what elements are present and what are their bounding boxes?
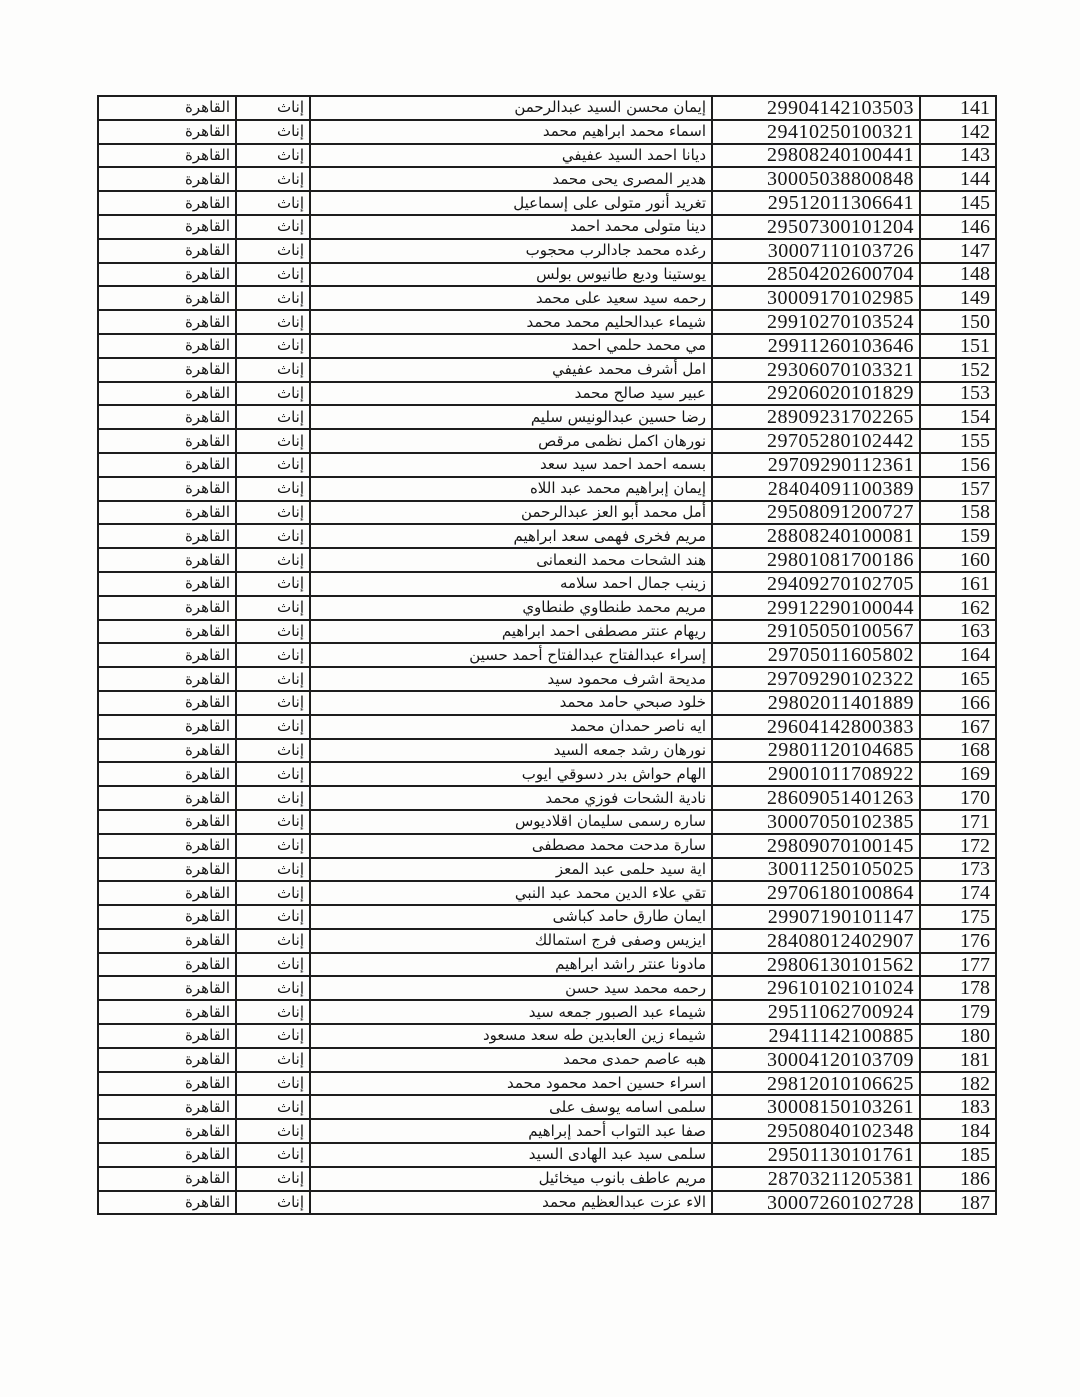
cell-governorate: القاهرة (98, 929, 236, 953)
cell-gender: إناث (236, 167, 310, 191)
cell-name: هند الشحات محمد النعمانى (310, 548, 712, 572)
cell-name: يوستينا وديع طانيوس بولس (310, 263, 712, 287)
cell-gender: إناث (236, 405, 310, 429)
cell-gender: إناث (236, 239, 310, 263)
cell-name: مديحة اشرف محمود سيد (310, 667, 712, 691)
cell-gender: إناث (236, 810, 310, 834)
table-row (98, 263, 996, 287)
table-row (98, 1119, 996, 1143)
cell-national-id: 29907190101147 (712, 905, 920, 929)
table-row (98, 453, 996, 477)
cell-serial: 151 (920, 334, 996, 358)
cell-serial: 154 (920, 405, 996, 429)
cell-national-id: 30011250105025 (712, 858, 920, 882)
cell-name: مادونا عنتر راشد ابراهيم (310, 953, 712, 977)
table-row (98, 286, 996, 310)
cell-governorate: القاهرة (98, 1072, 236, 1096)
table-row (98, 1191, 996, 1215)
table-row (98, 643, 996, 667)
cell-name: هبه عاصم حمدى محمد (310, 1048, 712, 1072)
cell-gender: إناث (236, 120, 310, 144)
cell-name: شيماء زين العابدين طه سعد مسعود (310, 1024, 712, 1048)
cell-serial: 146 (920, 215, 996, 239)
cell-governorate: القاهرة (98, 358, 236, 382)
cell-gender: إناث (236, 191, 310, 215)
cell-name: عبير سيد صالح محمد (310, 382, 712, 406)
cell-name: مي محمد حلمي احمد (310, 334, 712, 358)
cell-governorate: القاهرة (98, 144, 236, 168)
table-row (98, 429, 996, 453)
cell-name: مريم عاطف بانوب ميخائيل (310, 1167, 712, 1191)
table-row (98, 310, 996, 334)
cell-serial: 171 (920, 810, 996, 834)
table-row (98, 834, 996, 858)
cell-serial: 178 (920, 976, 996, 1000)
table-row (98, 667, 996, 691)
cell-gender: إناث (236, 739, 310, 763)
cell-gender: إناث (236, 310, 310, 334)
cell-national-id: 29904142103503 (712, 96, 920, 120)
cell-national-id: 29802011401889 (712, 691, 920, 715)
cell-national-id: 30007110103726 (712, 239, 920, 263)
table-row (98, 691, 996, 715)
table-row (98, 929, 996, 953)
cell-gender: إناث (236, 453, 310, 477)
cell-name: ايمان طارق حامد كباشى (310, 905, 712, 929)
records-table-body (98, 96, 996, 1214)
cell-gender: إناث (236, 691, 310, 715)
cell-name: مريم محمد طنطاوي طنطاوي (310, 596, 712, 620)
cell-serial: 183 (920, 1095, 996, 1119)
cell-serial: 160 (920, 548, 996, 572)
cell-serial: 184 (920, 1119, 996, 1143)
table-row (98, 810, 996, 834)
cell-serial: 168 (920, 739, 996, 763)
cell-national-id: 29206020101829 (712, 382, 920, 406)
table-row (98, 548, 996, 572)
table-row (98, 976, 996, 1000)
cell-national-id: 29604142800383 (712, 715, 920, 739)
table-row (98, 191, 996, 215)
cell-national-id: 28808240100081 (712, 524, 920, 548)
table-row (98, 881, 996, 905)
cell-governorate: القاهرة (98, 191, 236, 215)
table-row (98, 858, 996, 882)
cell-gender: إناث (236, 1119, 310, 1143)
cell-governorate: القاهرة (98, 667, 236, 691)
cell-serial: 175 (920, 905, 996, 929)
cell-name: شيماء عبد الصبور جمعه سيد (310, 1000, 712, 1024)
cell-governorate: القاهرة (98, 1000, 236, 1024)
table-row (98, 1167, 996, 1191)
cell-gender: إناث (236, 1000, 310, 1024)
cell-gender: إناث (236, 596, 310, 620)
cell-national-id: 29705280102442 (712, 429, 920, 453)
cell-governorate: القاهرة (98, 382, 236, 406)
cell-serial: 176 (920, 929, 996, 953)
cell-national-id: 29709290112361 (712, 453, 920, 477)
table-row (98, 405, 996, 429)
cell-national-id: 29501130101761 (712, 1143, 920, 1167)
table-row (98, 620, 996, 644)
table-row (98, 167, 996, 191)
cell-name: رغده محمد جادالرب محجوب (310, 239, 712, 263)
cell-national-id: 28703211205381 (712, 1167, 920, 1191)
cell-serial: 181 (920, 1048, 996, 1072)
cell-gender: إناث (236, 1191, 310, 1215)
cell-serial: 173 (920, 858, 996, 882)
table-row (98, 715, 996, 739)
cell-national-id: 29411142100885 (712, 1024, 920, 1048)
records-table (97, 95, 997, 1215)
cell-governorate: القاهرة (98, 739, 236, 763)
cell-governorate: القاهرة (98, 501, 236, 525)
cell-name: تقي علاء الدين محمد عبد النبي (310, 881, 712, 905)
cell-governorate: القاهرة (98, 905, 236, 929)
cell-gender: إناث (236, 1024, 310, 1048)
cell-serial: 174 (920, 881, 996, 905)
table-row (98, 762, 996, 786)
cell-serial: 149 (920, 286, 996, 310)
cell-name: سارة مدحت محمد مصطفى (310, 834, 712, 858)
table-row (98, 334, 996, 358)
cell-serial: 141 (920, 96, 996, 120)
cell-name: امل أشرف محمد عفيفي (310, 358, 712, 382)
cell-serial: 158 (920, 501, 996, 525)
cell-serial: 169 (920, 762, 996, 786)
cell-serial: 159 (920, 524, 996, 548)
table-row (98, 382, 996, 406)
cell-gender: إناث (236, 786, 310, 810)
cell-governorate: القاهرة (98, 215, 236, 239)
cell-gender: إناث (236, 1095, 310, 1119)
cell-gender: إناث (236, 548, 310, 572)
table-row (98, 1143, 996, 1167)
cell-governorate: القاهرة (98, 548, 236, 572)
cell-national-id: 29512011306641 (712, 191, 920, 215)
cell-gender: إناث (236, 263, 310, 287)
table-row (98, 524, 996, 548)
cell-gender: إناث (236, 429, 310, 453)
cell-name: إيمان محسن السيد عبدالرحمن (310, 96, 712, 120)
cell-name: رحمه محمد سيد حسن (310, 976, 712, 1000)
cell-name: شيماء عبدالحليم محمد محمد (310, 310, 712, 334)
cell-serial: 187 (920, 1191, 996, 1215)
cell-serial: 179 (920, 1000, 996, 1024)
table-row (98, 239, 996, 263)
cell-national-id: 29705011605802 (712, 643, 920, 667)
cell-serial: 142 (920, 120, 996, 144)
cell-gender: إناث (236, 286, 310, 310)
table-row (98, 596, 996, 620)
cell-serial: 165 (920, 667, 996, 691)
cell-gender: إناث (236, 524, 310, 548)
table-row (98, 905, 996, 929)
cell-governorate: القاهرة (98, 1024, 236, 1048)
cell-national-id: 28504202600704 (712, 263, 920, 287)
cell-gender: إناث (236, 976, 310, 1000)
cell-national-id: 29508091200727 (712, 501, 920, 525)
cell-serial: 156 (920, 453, 996, 477)
cell-serial: 148 (920, 263, 996, 287)
cell-serial: 164 (920, 643, 996, 667)
cell-governorate: القاهرة (98, 167, 236, 191)
cell-name: مريم فخرى فهمى سعد ابراهيم (310, 524, 712, 548)
cell-name: رحمه سيد سعيد على محمد (310, 286, 712, 310)
cell-governorate: القاهرة (98, 953, 236, 977)
cell-name: ساره رسمى سليمان اقلاديوس (310, 810, 712, 834)
cell-governorate: القاهرة (98, 620, 236, 644)
cell-governorate: القاهرة (98, 715, 236, 739)
cell-gender: إناث (236, 667, 310, 691)
cell-serial: 166 (920, 691, 996, 715)
cell-governorate: القاهرة (98, 810, 236, 834)
table-row (98, 572, 996, 596)
cell-governorate: القاهرة (98, 453, 236, 477)
cell-gender: إناث (236, 715, 310, 739)
cell-serial: 172 (920, 834, 996, 858)
table-row (98, 953, 996, 977)
cell-governorate: القاهرة (98, 1191, 236, 1215)
cell-serial: 152 (920, 358, 996, 382)
cell-governorate: القاهرة (98, 786, 236, 810)
cell-name: إسراء عبدالفتاح عبدالفتاح أحمد حسين (310, 643, 712, 667)
cell-governorate: القاهرة (98, 1095, 236, 1119)
cell-national-id: 28909231702265 (712, 405, 920, 429)
cell-serial: 170 (920, 786, 996, 810)
cell-national-id: 29912290100044 (712, 596, 920, 620)
cell-national-id: 29001011708922 (712, 762, 920, 786)
cell-gender: إناث (236, 382, 310, 406)
cell-serial: 182 (920, 1072, 996, 1096)
cell-name: دينا متولى محمد احمد (310, 215, 712, 239)
cell-gender: إناث (236, 1072, 310, 1096)
cell-national-id: 28404091100389 (712, 477, 920, 501)
cell-name: اية سيد حلمى عبد المعز (310, 858, 712, 882)
table-row (98, 1000, 996, 1024)
cell-gender: إناث (236, 358, 310, 382)
cell-gender: إناث (236, 96, 310, 120)
cell-serial: 157 (920, 477, 996, 501)
cell-name: خلود صبحي حامد محمد (310, 691, 712, 715)
table-row (98, 215, 996, 239)
cell-name: نورهان اكمل نظمى مرقص (310, 429, 712, 453)
cell-national-id: 30009170102985 (712, 286, 920, 310)
table-row (98, 1072, 996, 1096)
table-row (98, 501, 996, 525)
table-row (98, 1048, 996, 1072)
cell-serial: 153 (920, 382, 996, 406)
cell-name: رضا حسين عبدالونيس سليم (310, 405, 712, 429)
cell-governorate: القاهرة (98, 643, 236, 667)
cell-serial: 167 (920, 715, 996, 739)
cell-national-id: 29801120104685 (712, 739, 920, 763)
cell-serial: 185 (920, 1143, 996, 1167)
cell-serial: 145 (920, 191, 996, 215)
cell-serial: 144 (920, 167, 996, 191)
table-row (98, 739, 996, 763)
cell-national-id: 29508040102348 (712, 1119, 920, 1143)
table-row (98, 96, 996, 120)
cell-name: اسماء محمد ابراهيم محمد (310, 120, 712, 144)
cell-name: ايزيس وصفى فرج استمالك (310, 929, 712, 953)
cell-name: الاء عزت عبدالعظيم محمد (310, 1191, 712, 1215)
cell-serial: 150 (920, 310, 996, 334)
cell-national-id: 30004120103709 (712, 1048, 920, 1072)
cell-serial: 155 (920, 429, 996, 453)
cell-governorate: القاهرة (98, 524, 236, 548)
cell-national-id: 29610102101024 (712, 976, 920, 1000)
cell-governorate: القاهرة (98, 96, 236, 120)
cell-gender: إناث (236, 858, 310, 882)
cell-governorate: القاهرة (98, 477, 236, 501)
table-row (98, 358, 996, 382)
table-row (98, 120, 996, 144)
cell-governorate: القاهرة (98, 691, 236, 715)
cell-governorate: القاهرة (98, 976, 236, 1000)
cell-national-id: 29306070103321 (712, 358, 920, 382)
cell-governorate: القاهرة (98, 429, 236, 453)
cell-governorate: القاهرة (98, 1143, 236, 1167)
cell-governorate: القاهرة (98, 858, 236, 882)
cell-serial: 161 (920, 572, 996, 596)
cell-gender: إناث (236, 1167, 310, 1191)
cell-name: زينب جمال احمد سلامه (310, 572, 712, 596)
cell-name: صفا عبد التواب أحمد إبراهيم (310, 1119, 712, 1143)
cell-name: سلمى اسامه يوسف على (310, 1095, 712, 1119)
cell-governorate: القاهرة (98, 405, 236, 429)
cell-name: اسراء حسين احمد محمود محمد (310, 1072, 712, 1096)
cell-national-id: 28408012402907 (712, 929, 920, 953)
cell-national-id: 29911260103646 (712, 334, 920, 358)
cell-serial: 186 (920, 1167, 996, 1191)
cell-name: نورهان رشد جمعه السيد (310, 739, 712, 763)
cell-national-id: 30008150103261 (712, 1095, 920, 1119)
cell-gender: إناث (236, 620, 310, 644)
cell-name: بسمه احمد احمد سيد سعد (310, 453, 712, 477)
cell-gender: إناث (236, 1048, 310, 1072)
cell-name: هدير المصرى يحى محمد (310, 167, 712, 191)
cell-gender: إناث (236, 953, 310, 977)
cell-governorate: القاهرة (98, 239, 236, 263)
cell-gender: إناث (236, 1143, 310, 1167)
cell-name: نادية الشحات فوزي محمد (310, 786, 712, 810)
cell-gender: إناث (236, 881, 310, 905)
cell-gender: إناث (236, 144, 310, 168)
cell-name: ايه ناصر حمدان محمد (310, 715, 712, 739)
cell-governorate: القاهرة (98, 1167, 236, 1191)
cell-national-id: 29507300101204 (712, 215, 920, 239)
table-row (98, 786, 996, 810)
cell-national-id: 29809070100145 (712, 834, 920, 858)
cell-gender: إناث (236, 501, 310, 525)
cell-serial: 163 (920, 620, 996, 644)
cell-national-id: 30007260102728 (712, 1191, 920, 1215)
cell-name: الهام حواش بدر دسوقي ايوب (310, 762, 712, 786)
cell-name: سلمى سيد عبد الهادى السيد (310, 1143, 712, 1167)
table-row (98, 144, 996, 168)
cell-national-id: 29410250100321 (712, 120, 920, 144)
cell-governorate: القاهرة (98, 762, 236, 786)
cell-serial: 147 (920, 239, 996, 263)
cell-gender: إناث (236, 643, 310, 667)
cell-national-id: 29812010106625 (712, 1072, 920, 1096)
cell-governorate: القاهرة (98, 881, 236, 905)
cell-governorate: القاهرة (98, 334, 236, 358)
cell-name: ديانا احمد السيد عفيفي (310, 144, 712, 168)
cell-governorate: القاهرة (98, 120, 236, 144)
cell-national-id: 29706180100864 (712, 881, 920, 905)
cell-national-id: 29105050100567 (712, 620, 920, 644)
cell-governorate: القاهرة (98, 1048, 236, 1072)
cell-governorate: القاهرة (98, 263, 236, 287)
cell-gender: إناث (236, 905, 310, 929)
cell-serial: 143 (920, 144, 996, 168)
cell-governorate: القاهرة (98, 1119, 236, 1143)
cell-national-id: 29910270103524 (712, 310, 920, 334)
table-row (98, 1024, 996, 1048)
cell-national-id: 29808240100441 (712, 144, 920, 168)
cell-gender: إناث (236, 929, 310, 953)
cell-governorate: القاهرة (98, 834, 236, 858)
cell-gender: إناث (236, 762, 310, 786)
cell-serial: 162 (920, 596, 996, 620)
cell-national-id: 29511062700924 (712, 1000, 920, 1024)
cell-national-id: 28609051401263 (712, 786, 920, 810)
cell-national-id: 30005038800848 (712, 167, 920, 191)
cell-governorate: القاهرة (98, 310, 236, 334)
cell-serial: 180 (920, 1024, 996, 1048)
table-row (98, 1095, 996, 1119)
cell-gender: إناث (236, 215, 310, 239)
cell-national-id: 29409270102705 (712, 572, 920, 596)
cell-national-id: 30007050102385 (712, 810, 920, 834)
cell-name: إيمان إبراهيم محمد عبد اللاه (310, 477, 712, 501)
cell-national-id: 29806130101562 (712, 953, 920, 977)
cell-serial: 177 (920, 953, 996, 977)
cell-gender: إناث (236, 572, 310, 596)
cell-gender: إناث (236, 834, 310, 858)
cell-gender: إناث (236, 477, 310, 501)
cell-governorate: القاهرة (98, 596, 236, 620)
cell-governorate: القاهرة (98, 286, 236, 310)
cell-national-id: 29801081700186 (712, 548, 920, 572)
cell-name: ريهام عنتر مصطفى احمد ابراهيم (310, 620, 712, 644)
cell-governorate: القاهرة (98, 572, 236, 596)
cell-national-id: 29709290102322 (712, 667, 920, 691)
cell-gender: إناث (236, 334, 310, 358)
cell-name: تغريد أنور متولى على إسماعيل (310, 191, 712, 215)
cell-name: أمل محمد أبو العز عبدالرحمن (310, 501, 712, 525)
table-row (98, 477, 996, 501)
